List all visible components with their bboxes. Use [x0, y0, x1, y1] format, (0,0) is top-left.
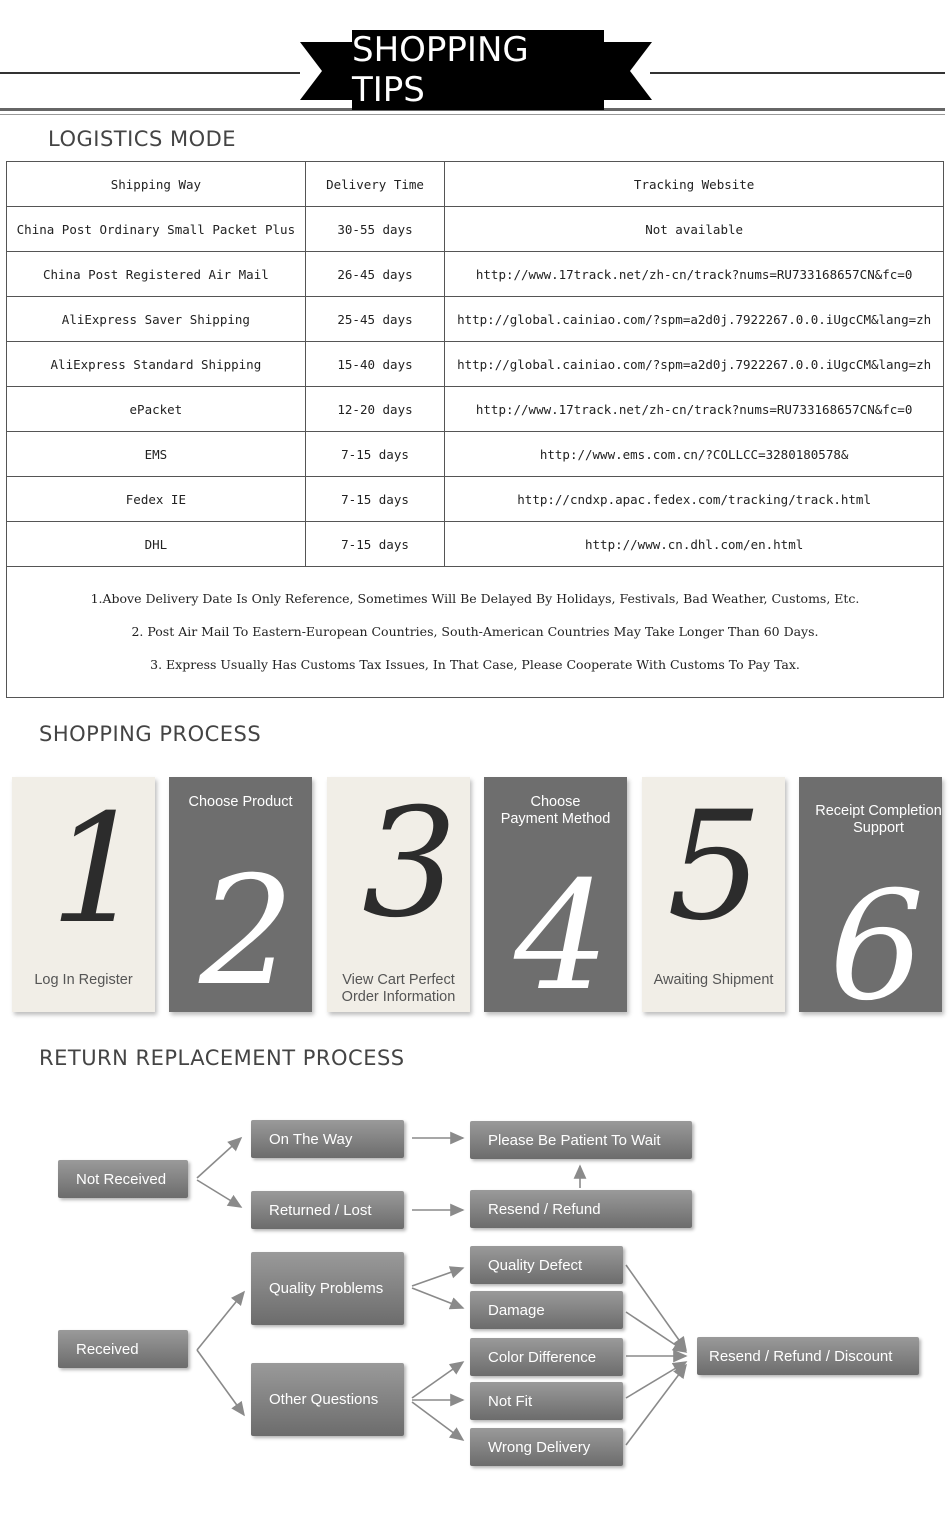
step-number: 2 — [199, 845, 295, 1012]
arrow-defect-to-final — [626, 1265, 686, 1350]
logistics-title: LOGISTICS MODE — [48, 127, 237, 151]
arrow-not-received-to-on-the-way — [197, 1138, 241, 1178]
banner-ribbon-right-icon — [600, 42, 652, 100]
delivery-time: 25-45 days — [305, 297, 445, 342]
note-1: 1.Above Delivery Date Is Only Reference, Sometimes Will Be Delayed By Holidays, Festivals, Bad Weather, Customs, Etc. — [90, 591, 860, 606]
banner-rule-bottom-thin — [0, 114, 945, 115]
arrow-notfit-to-final — [626, 1362, 686, 1398]
arrow-other-to-wrong — [412, 1402, 463, 1440]
flow-not-received: Not Received — [58, 1160, 188, 1198]
note-3: 3. Express Usually Has Customs Tax Issues, In That Case, Please Cooperate With Customs To Pay Tax. — [150, 657, 800, 672]
shipping-way: DHL — [7, 522, 306, 567]
header-shipping-way: Shipping Way — [7, 162, 306, 207]
step-card-3 — [327, 777, 470, 1012]
logistics-table — [6, 161, 944, 567]
flow-resend-refund: Resend / Refund — [470, 1190, 692, 1228]
tracking-website[interactable]: http://www.cn.dhl.com/en.html — [445, 522, 944, 567]
table-row — [7, 207, 944, 252]
delivery-time: 15-40 days — [305, 342, 445, 387]
step-label-line-1: Receipt Completion — [815, 803, 942, 819]
delivery-time: 7-15 days — [305, 432, 445, 477]
delivery-time: 7-15 days — [305, 522, 445, 567]
step-card-5 — [642, 777, 785, 1012]
shipping-way: Fedex IE — [7, 477, 306, 522]
flow-wrong-delivery: Wrong Delivery — [470, 1428, 623, 1466]
arrow-received-to-other — [197, 1350, 244, 1415]
step-card-4 — [484, 777, 627, 1012]
table-row — [7, 477, 944, 522]
flow-resend-refund-discount: Resend / Refund / Discount — [697, 1337, 919, 1375]
step-number: 5 — [667, 780, 763, 954]
shipping-way: EMS — [7, 432, 306, 477]
shipping-way: AliExpress Saver Shipping — [7, 297, 306, 342]
flow-damage: Damage — [470, 1291, 623, 1329]
flow-quality-problems: Quality Problems — [251, 1252, 404, 1325]
arrow-not-received-to-returned — [197, 1180, 241, 1207]
tracking-website: Not available — [445, 207, 944, 252]
step-label — [807, 803, 942, 837]
flow-not-fit: Not Fit — [470, 1382, 623, 1420]
arrow-other-to-color — [412, 1362, 463, 1398]
banner-rule-left — [0, 72, 300, 74]
flow-on-the-way: On The Way — [251, 1120, 404, 1158]
step-label-line-2: Payment Method — [500, 811, 611, 827]
shipping-way: China Post Registered Air Mail — [7, 252, 306, 297]
step-number: 6 — [829, 860, 925, 1012]
delivery-time: 12-20 days — [305, 387, 445, 432]
flow-please-wait: Please Be Patient To Wait — [470, 1121, 692, 1159]
delivery-time: 7-15 days — [305, 477, 445, 522]
shipping-way: China Post Ordinary Small Packet Plus — [7, 207, 306, 252]
step-label — [327, 972, 470, 1006]
delivery-time: 26-45 days — [305, 252, 445, 297]
step-card-1 — [12, 777, 155, 1012]
table-row — [7, 387, 944, 432]
tracking-website[interactable]: http://global.cainiao.com/?spm=a2d0j.7922267.0.0.iUgcCM&lang=zh — [445, 342, 944, 387]
banner-ribbon-left-icon — [300, 42, 355, 100]
step-card-2 — [169, 777, 312, 1012]
step-label-line-2: Support — [853, 820, 904, 836]
step-number: 3 — [362, 777, 458, 951]
flow-received: Received — [58, 1330, 188, 1368]
table-row — [7, 342, 944, 387]
delivery-time: 30-55 days — [305, 207, 445, 252]
tracking-website[interactable]: http://www.ems.com.cn/?COLLCC=3280180578& — [445, 432, 944, 477]
shopping-process-title: SHOPPING PROCESS — [39, 722, 262, 746]
arrow-wrong-to-final — [626, 1365, 686, 1445]
flow-returned-lost: Returned / Lost — [251, 1191, 404, 1229]
flow-color-difference: Color Difference — [470, 1338, 623, 1376]
return-process-title: RETURN REPLACEMENT PROCESS — [39, 1046, 405, 1070]
tracking-website[interactable]: http://cndxp.apac.fedex.com/tracking/track.html — [445, 477, 944, 522]
step-number: 4 — [514, 850, 610, 1012]
step-label-line-1: Choose — [530, 794, 581, 810]
arrow-received-to-quality — [197, 1292, 244, 1350]
step-label: Choose Product — [188, 794, 293, 810]
step-label: Awaiting Shipment — [653, 972, 774, 988]
banner-title: SHOPPING TIPS — [352, 30, 604, 110]
arrow-damage-to-final — [626, 1312, 686, 1352]
table-header-row — [7, 162, 944, 207]
tracking-website[interactable]: http://global.cainiao.com/?spm=a2d0j.7922267.0.0.iUgcCM&lang=zh — [445, 297, 944, 342]
step-label — [484, 794, 627, 828]
flow-other-questions: Other Questions — [251, 1363, 404, 1436]
flow-quality-defect: Quality Defect — [470, 1246, 623, 1284]
step-card-6 — [799, 777, 942, 1012]
banner-rule-right — [650, 72, 945, 74]
step-number: 1 — [50, 783, 146, 957]
arrow-quality-to-damage — [412, 1288, 463, 1308]
shipping-way: AliExpress Standard Shipping — [7, 342, 306, 387]
header-tracking-website: Tracking Website — [445, 162, 944, 207]
header-delivery-time: Delivery Time — [305, 162, 445, 207]
table-row — [7, 297, 944, 342]
table-row — [7, 522, 944, 567]
arrow-quality-to-defect — [412, 1268, 463, 1286]
shipping-way: ePacket — [7, 387, 306, 432]
note-2: 2. Post Air Mail To Eastern-European Countries, South-American Countries May Take Longer Than 60 Days. — [131, 624, 819, 639]
step-label: Log In Register — [34, 972, 133, 988]
table-row — [7, 432, 944, 477]
logistics-notes — [6, 564, 944, 698]
step-label-line-2: Order Information — [341, 989, 456, 1005]
tracking-website[interactable]: http://www.17track.net/zh-cn/track?nums=RU733168657CN&fc=0 — [445, 252, 944, 297]
table-row — [7, 252, 944, 297]
step-label-line-1: View Cart Perfect — [342, 972, 455, 988]
tracking-website[interactable]: http://www.17track.net/zh-cn/track?nums=RU733168657CN&fc=0 — [445, 387, 944, 432]
